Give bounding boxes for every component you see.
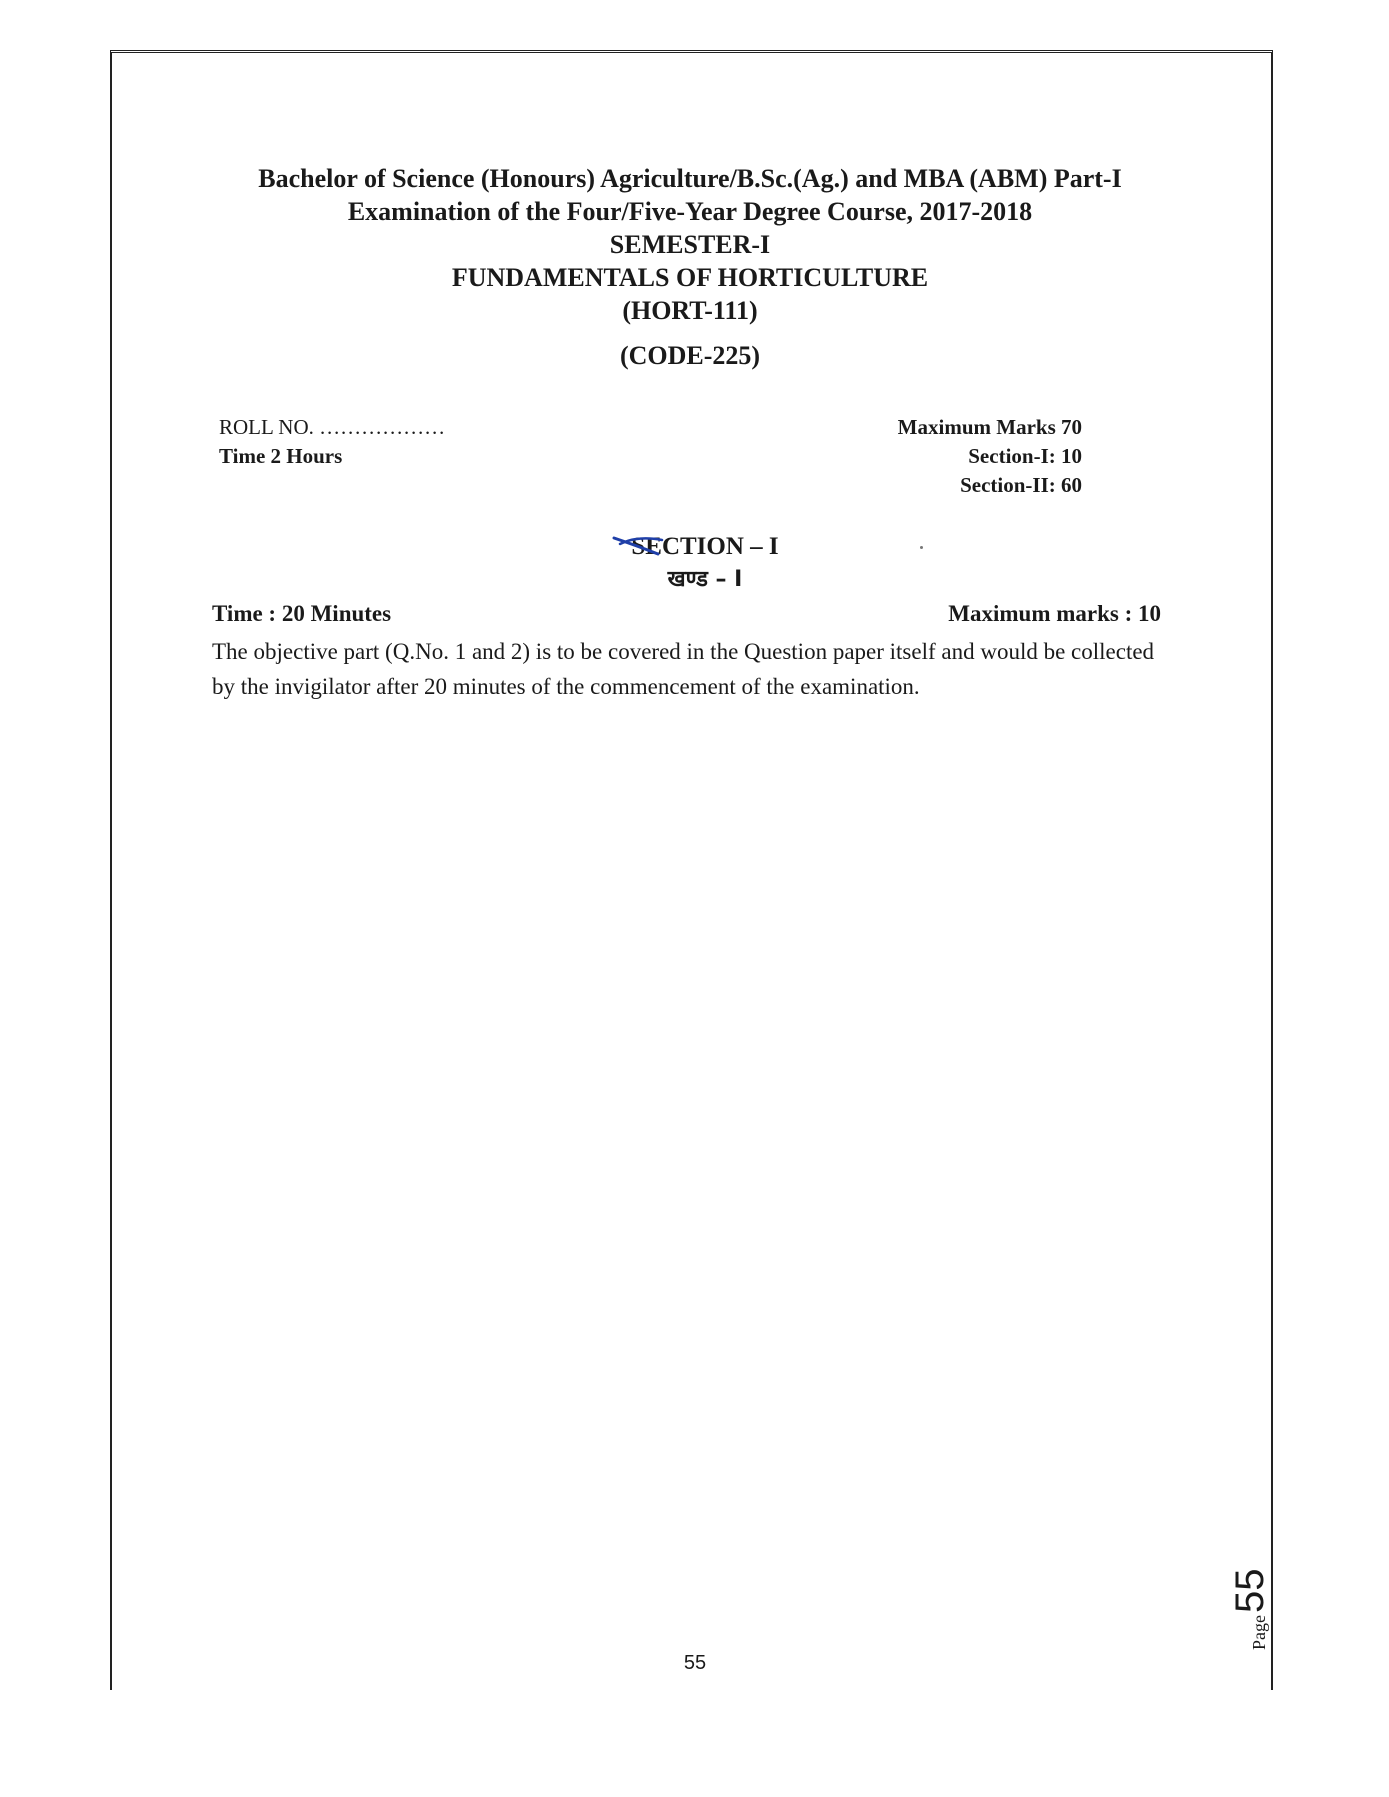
exam-title: Examination of the Four/Five-Year Degree Course, 2017-2018 (347, 197, 1033, 226)
section-title: SECTION – I (631, 533, 779, 560)
section1-marks: Section-I: 10 (968, 444, 1082, 468)
pen-strike-mark (612, 532, 668, 558)
section-instructions: The objective part (Q.No. 1 and 2) is to be covered in the Question paper itself and would be collected by the invigilator after 20 minutes of the commencement of the examination. (212, 639, 1155, 699)
section2-marks: Section-II: 60 (960, 473, 1082, 497)
subject-title: FUNDAMENTALS OF HORTICULTURE (451, 263, 929, 292)
course-code: (HORT-111) (622, 296, 758, 325)
section-time: Time : 20 Minutes (212, 601, 392, 626)
section-heading (560, 530, 850, 596)
exam-meta-right (860, 413, 1082, 500)
section-title-hindi: खण्ड – I (667, 567, 743, 592)
maximum-marks: Maximum Marks 70 (897, 415, 1082, 439)
page-word: Page (1249, 1615, 1269, 1650)
side-page-number: 55 (1228, 1568, 1272, 1613)
paper-code: (CODE-225) (619, 341, 761, 370)
side-page-label (1230, 1520, 1270, 1650)
section-max-marks: Maximum marks : 10 (948, 601, 1161, 626)
exam-header (160, 162, 1220, 372)
roll-number-field: ROLL NO. ……………… (219, 415, 446, 439)
exam-meta-left (219, 413, 445, 471)
degree-title: Bachelor of Science (Honours) Agriculture/B.Sc.(Ag.) and MBA (ABM) Part-I (258, 164, 1122, 193)
section-time-row (212, 601, 1161, 627)
stray-dot-mark (920, 546, 923, 549)
exam-duration: Time 2 Hours (219, 444, 343, 468)
semester-title: SEMESTER-I (609, 230, 771, 259)
footer-page-number: 55 (683, 1652, 707, 1674)
